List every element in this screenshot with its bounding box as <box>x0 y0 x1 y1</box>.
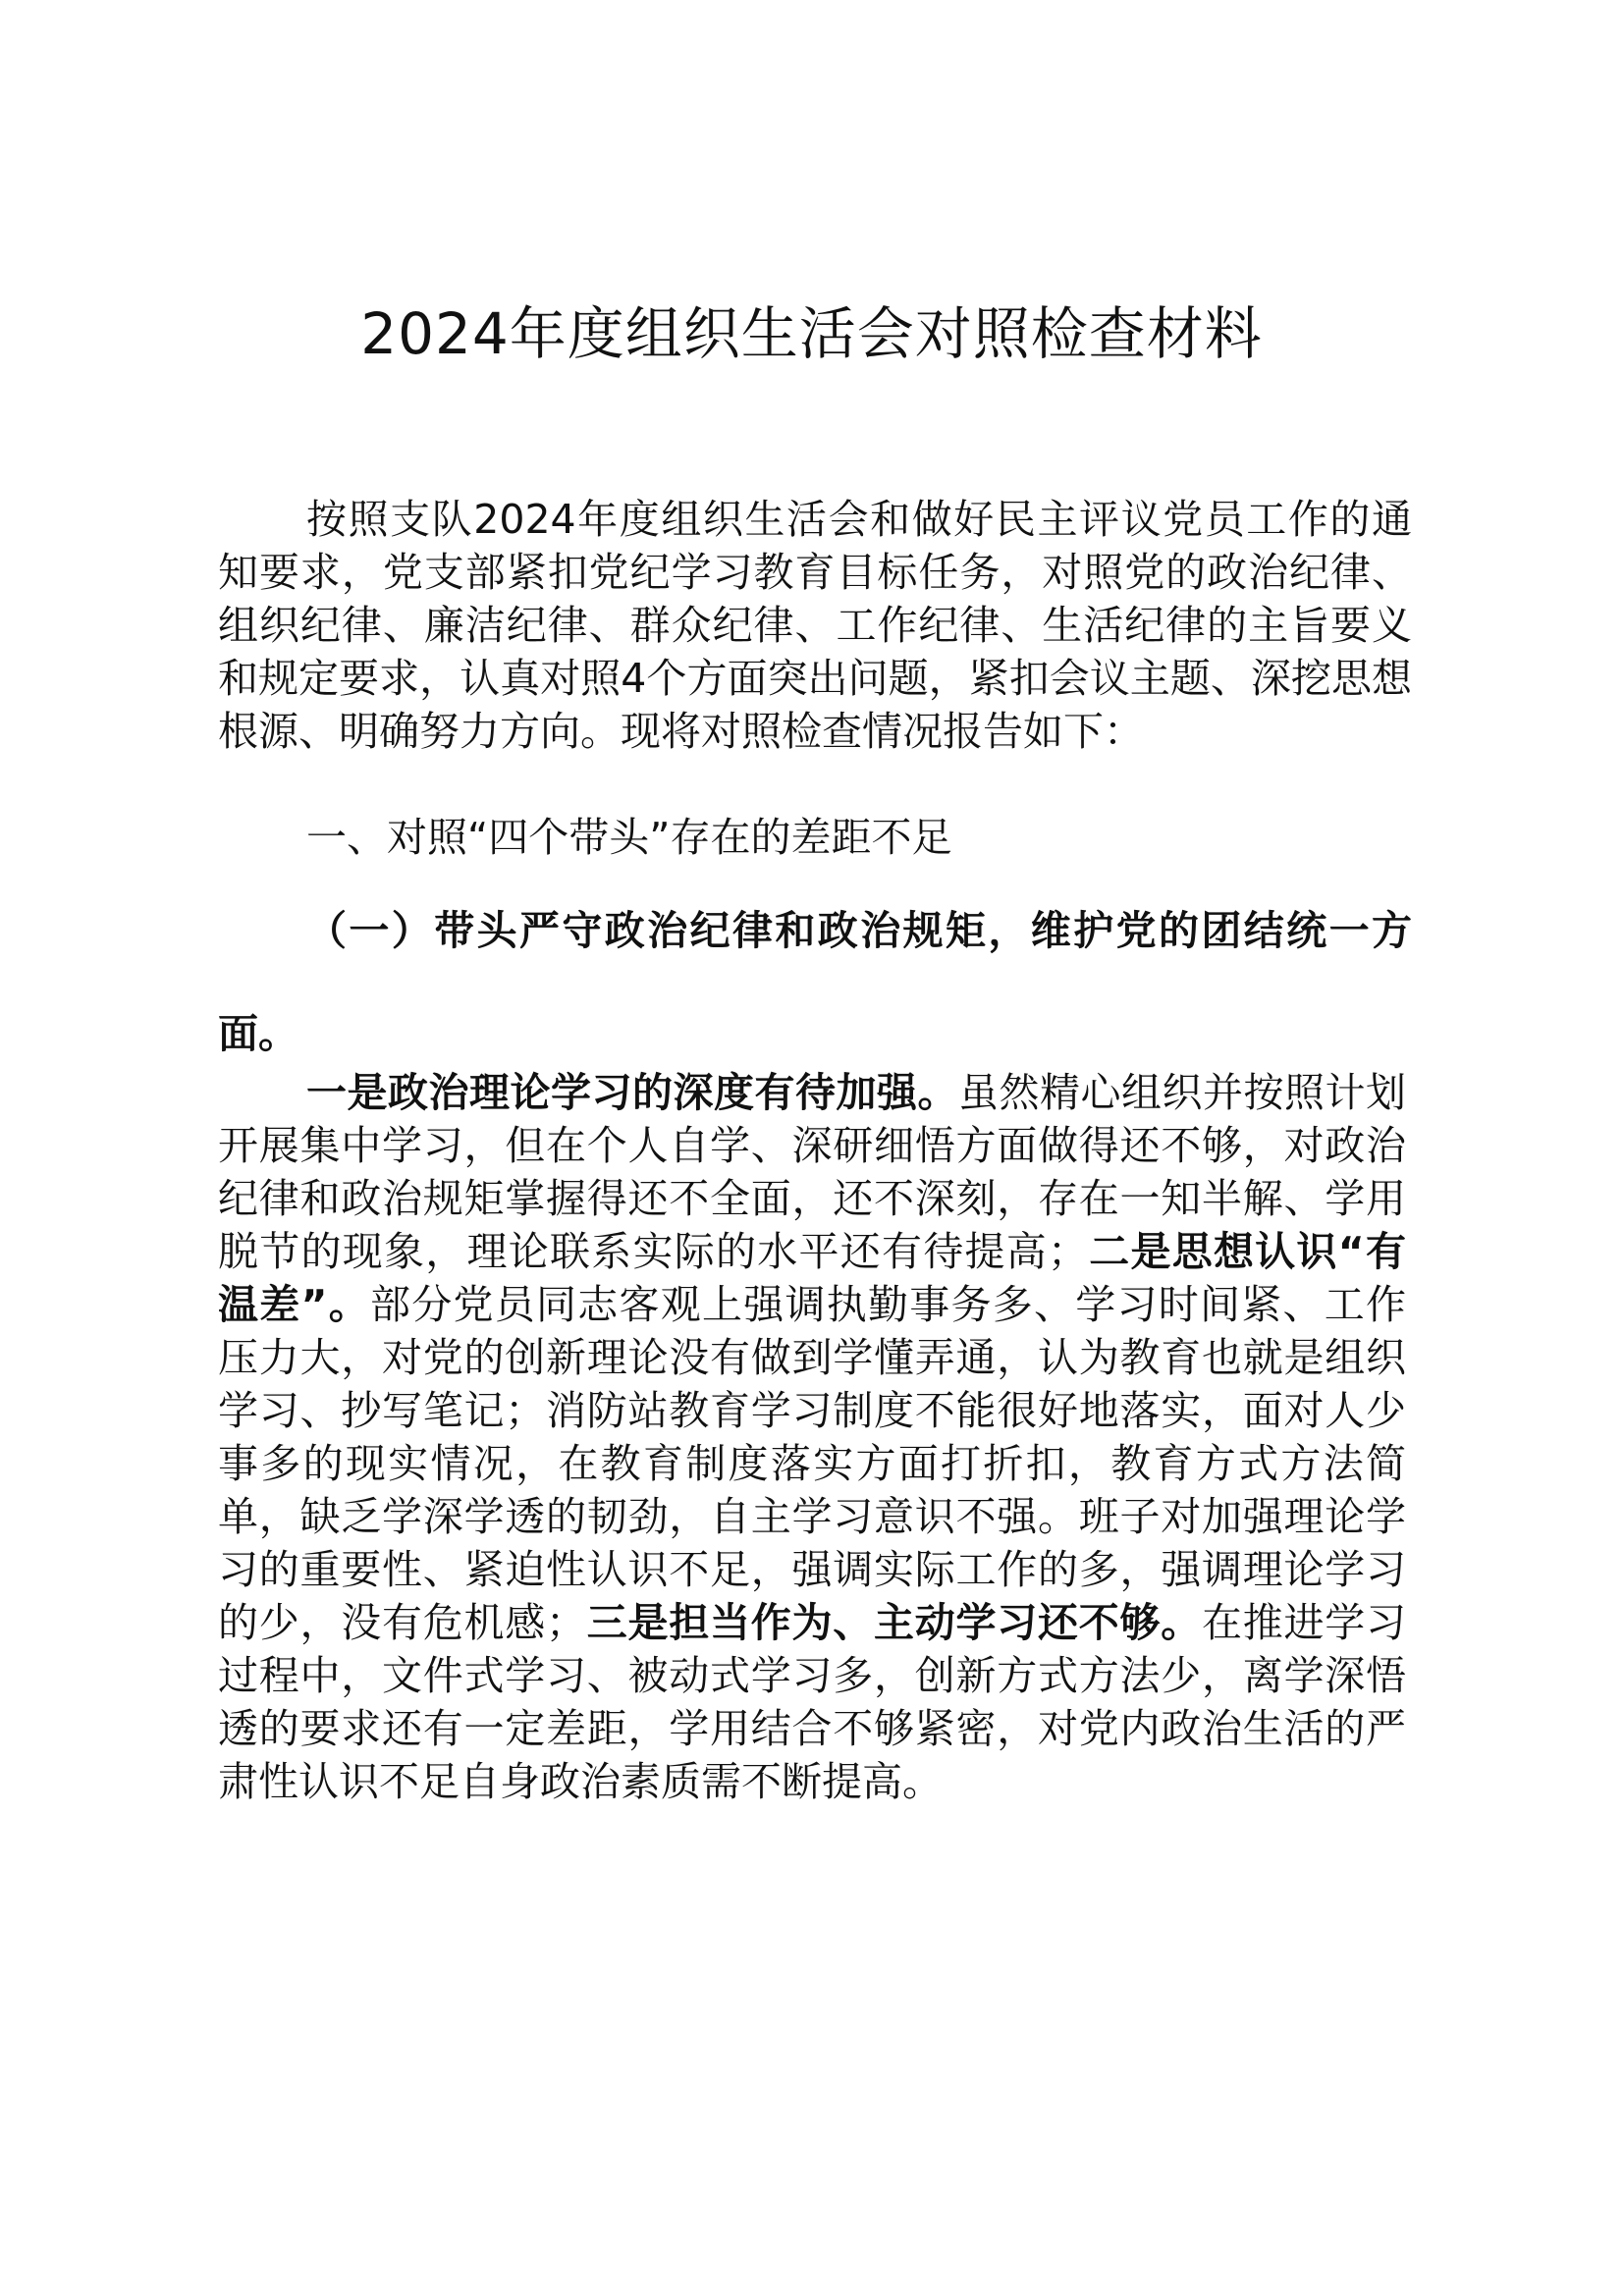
subsection-heading: （一）带头严守政治纪律和政治规矩，维护党的团结统一方面。 <box>218 907 1412 1057</box>
point1-heading: 一是政治理论学习的深度有待加强。 <box>306 1069 958 1116</box>
intro-paragraph: 按照支队2024年度组织生活会和做好民主评议党员工作的通知要求，党支部紧扣党纪学习教育目标任务，对照党的政治纪律、组织纪律、廉洁纪律、群众纪律、工作纪律、生活纪律的主旨要义和规定要求，认真对照4个方面突出问题，紧扣会议主题、深挖思想根源、明确努力方向。现将对照检查情况报告如下： <box>218 496 1412 755</box>
point2-heading: 二是思想认识“有温差”。 <box>218 1228 1406 1328</box>
detail-paragraph <box>218 1066 1406 1808</box>
point2-text: 部分党员同志客观上强调执勤事务多、学习时间紧、工作压力大，对党的创新理论没有做到学懂弄通，认为教育也就是组织学习、抄写笔记；消防站教育学习制度不能很好地落实，面对人少事多的现实情况，在教育制度落实方面打折扣，教育方式方法简单，缺乏学深学透的韧劲，自主学习意识不强。班子对加强理论学习的重要性、紧迫性认识不足，强调实际工作的多，强调理论学习的少，没有危机感； <box>218 1281 1406 1646</box>
document-title: 2024年度组织生活会对照检查材料 <box>360 300 1263 367</box>
point3-heading: 三是担当作为、主动学习还不够。 <box>586 1599 1202 1646</box>
point1-text: 虽然精心组织并按照计划开展集中学习，但在个人自学、深研细悟方面做得还不够，对政治纪律和政治规矩掌握得还不全面，还不深刻，存在一知半解、学用脱节的现象，理论联系实际的水平还有待提高； <box>218 1069 1406 1275</box>
point3-text: 在推进学习过程中，文件式学习、被动式学习多，创新方式方法少，离学深悟透的要求还有一定差距，学用结合不够紧密，对党内政治生活的严肃性认识不足自身政治素质需不断提高。 <box>218 1599 1406 1805</box>
section-heading: 一、对照“四个带头”存在的差距不足 <box>306 814 952 861</box>
